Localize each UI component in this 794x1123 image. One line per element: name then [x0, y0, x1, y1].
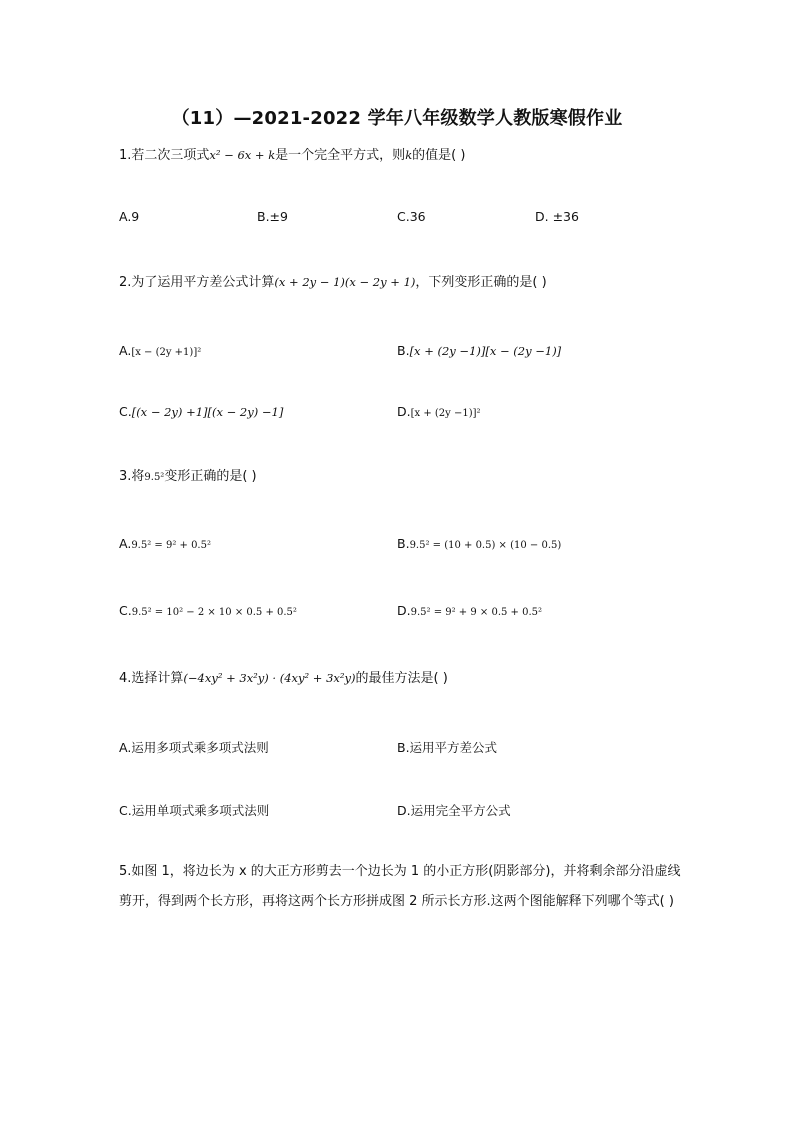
q2-option-c-label: C.: [119, 404, 132, 419]
question-1-stem: [119, 146, 465, 165]
q1-text-c: 的值是( ): [412, 148, 466, 163]
q2-option-b-label: B.: [397, 343, 410, 358]
q3-option-d-expr: 9.5² = 9² + 9 × 0.5 + 0.5²: [410, 607, 543, 618]
q2-option-a-label: A.: [119, 343, 132, 358]
q1-text-a: 1.若二次三项式: [119, 148, 210, 163]
q1-option-d[interactable]: D. ±36: [535, 209, 579, 224]
q3-option-c-label: C.: [119, 603, 132, 618]
q4-text-b: 的最佳方法是( ): [355, 671, 448, 686]
q1-variable: k: [405, 148, 413, 162]
q2-option-a-expr: [x − (2y +1)]²: [131, 347, 202, 358]
q1-option-b[interactable]: B.±9: [257, 209, 288, 224]
q4-option-b[interactable]: B.运用平方差公式: [397, 740, 498, 755]
q1-option-a[interactable]: A.9: [119, 209, 140, 224]
q1-text-b: 是一个完全平方式，则: [275, 148, 406, 163]
q1-option-c[interactable]: C.36: [397, 209, 426, 224]
q3-option-b-expr: 9.5² = (10 + 0.5) × (10 − 0.5): [409, 540, 562, 551]
q2-text-b: ，下列变形正确的是( ): [415, 275, 547, 290]
q2-option-d-label: D.: [397, 404, 411, 419]
q2-option-b-expr: [x + (2y −1)][x − (2y −1)]: [409, 344, 562, 358]
q3-option-b-label: B.: [397, 536, 410, 551]
question-4-stem: [119, 669, 448, 688]
q3-option-d-label: D.: [397, 603, 411, 618]
q4-option-a[interactable]: A.运用多项式乘多项式法则: [119, 740, 269, 755]
q3-option-d[interactable]: [397, 603, 542, 618]
q3-option-a-label: A.: [119, 536, 132, 551]
page-title: （11）—2021-2022 学年八年级数学人教版寒假作业: [171, 108, 623, 129]
q3-option-c[interactable]: [119, 603, 297, 618]
q2-option-a[interactable]: [119, 343, 201, 358]
q2-option-c-expr: [(x − 2y) +1][(x − 2y) −1]: [131, 405, 284, 419]
q2-expression: (x + 2y − 1)(x − 2y + 1): [274, 275, 416, 289]
q4-expression: (−4xy² + 3x²y) · (4xy² + 3x²y): [183, 671, 356, 685]
q2-option-b[interactable]: [397, 343, 561, 358]
q3-option-a[interactable]: [119, 536, 211, 551]
question-3-stem: [119, 468, 257, 487]
q3-option-a-expr: 9.5² = 9² + 0.5²: [131, 540, 211, 551]
q3-text-b: 变形正确的是( ): [164, 469, 257, 484]
question-5-stem: 5.如图 1，将边长为 x 的大正方形剪去一个边长为 1 的小正方形(阴影部分)，并将剩余部分沿虚线剪开，得到两个长方形，再将这两个长方形拼成图 2 所示长方形.这两个图能解释下列哪个等式( ): [119, 864, 681, 909]
q2-option-d-expr: [x + (2y −1)]²: [410, 408, 481, 419]
q4-option-c[interactable]: C.运用单项式乘多项式法则: [119, 803, 270, 818]
question-2-stem: [119, 273, 547, 292]
q2-option-c[interactable]: [119, 404, 283, 419]
q3-text-a: 3.将: [119, 469, 145, 484]
q2-option-d[interactable]: [397, 404, 481, 419]
q3-expression: 9.5²: [144, 472, 165, 483]
q3-option-c-expr: 9.5² = 10² − 2 × 10 × 0.5 + 0.5²: [131, 607, 297, 618]
q3-option-b[interactable]: [397, 536, 561, 551]
q1-expression: x² − 6x + k: [209, 148, 276, 162]
q4-text-a: 4.选择计算: [119, 671, 184, 686]
q4-option-d[interactable]: D.运用完全平方公式: [397, 803, 511, 818]
q2-text-a: 2.为了运用平方差公式计算: [119, 275, 275, 290]
